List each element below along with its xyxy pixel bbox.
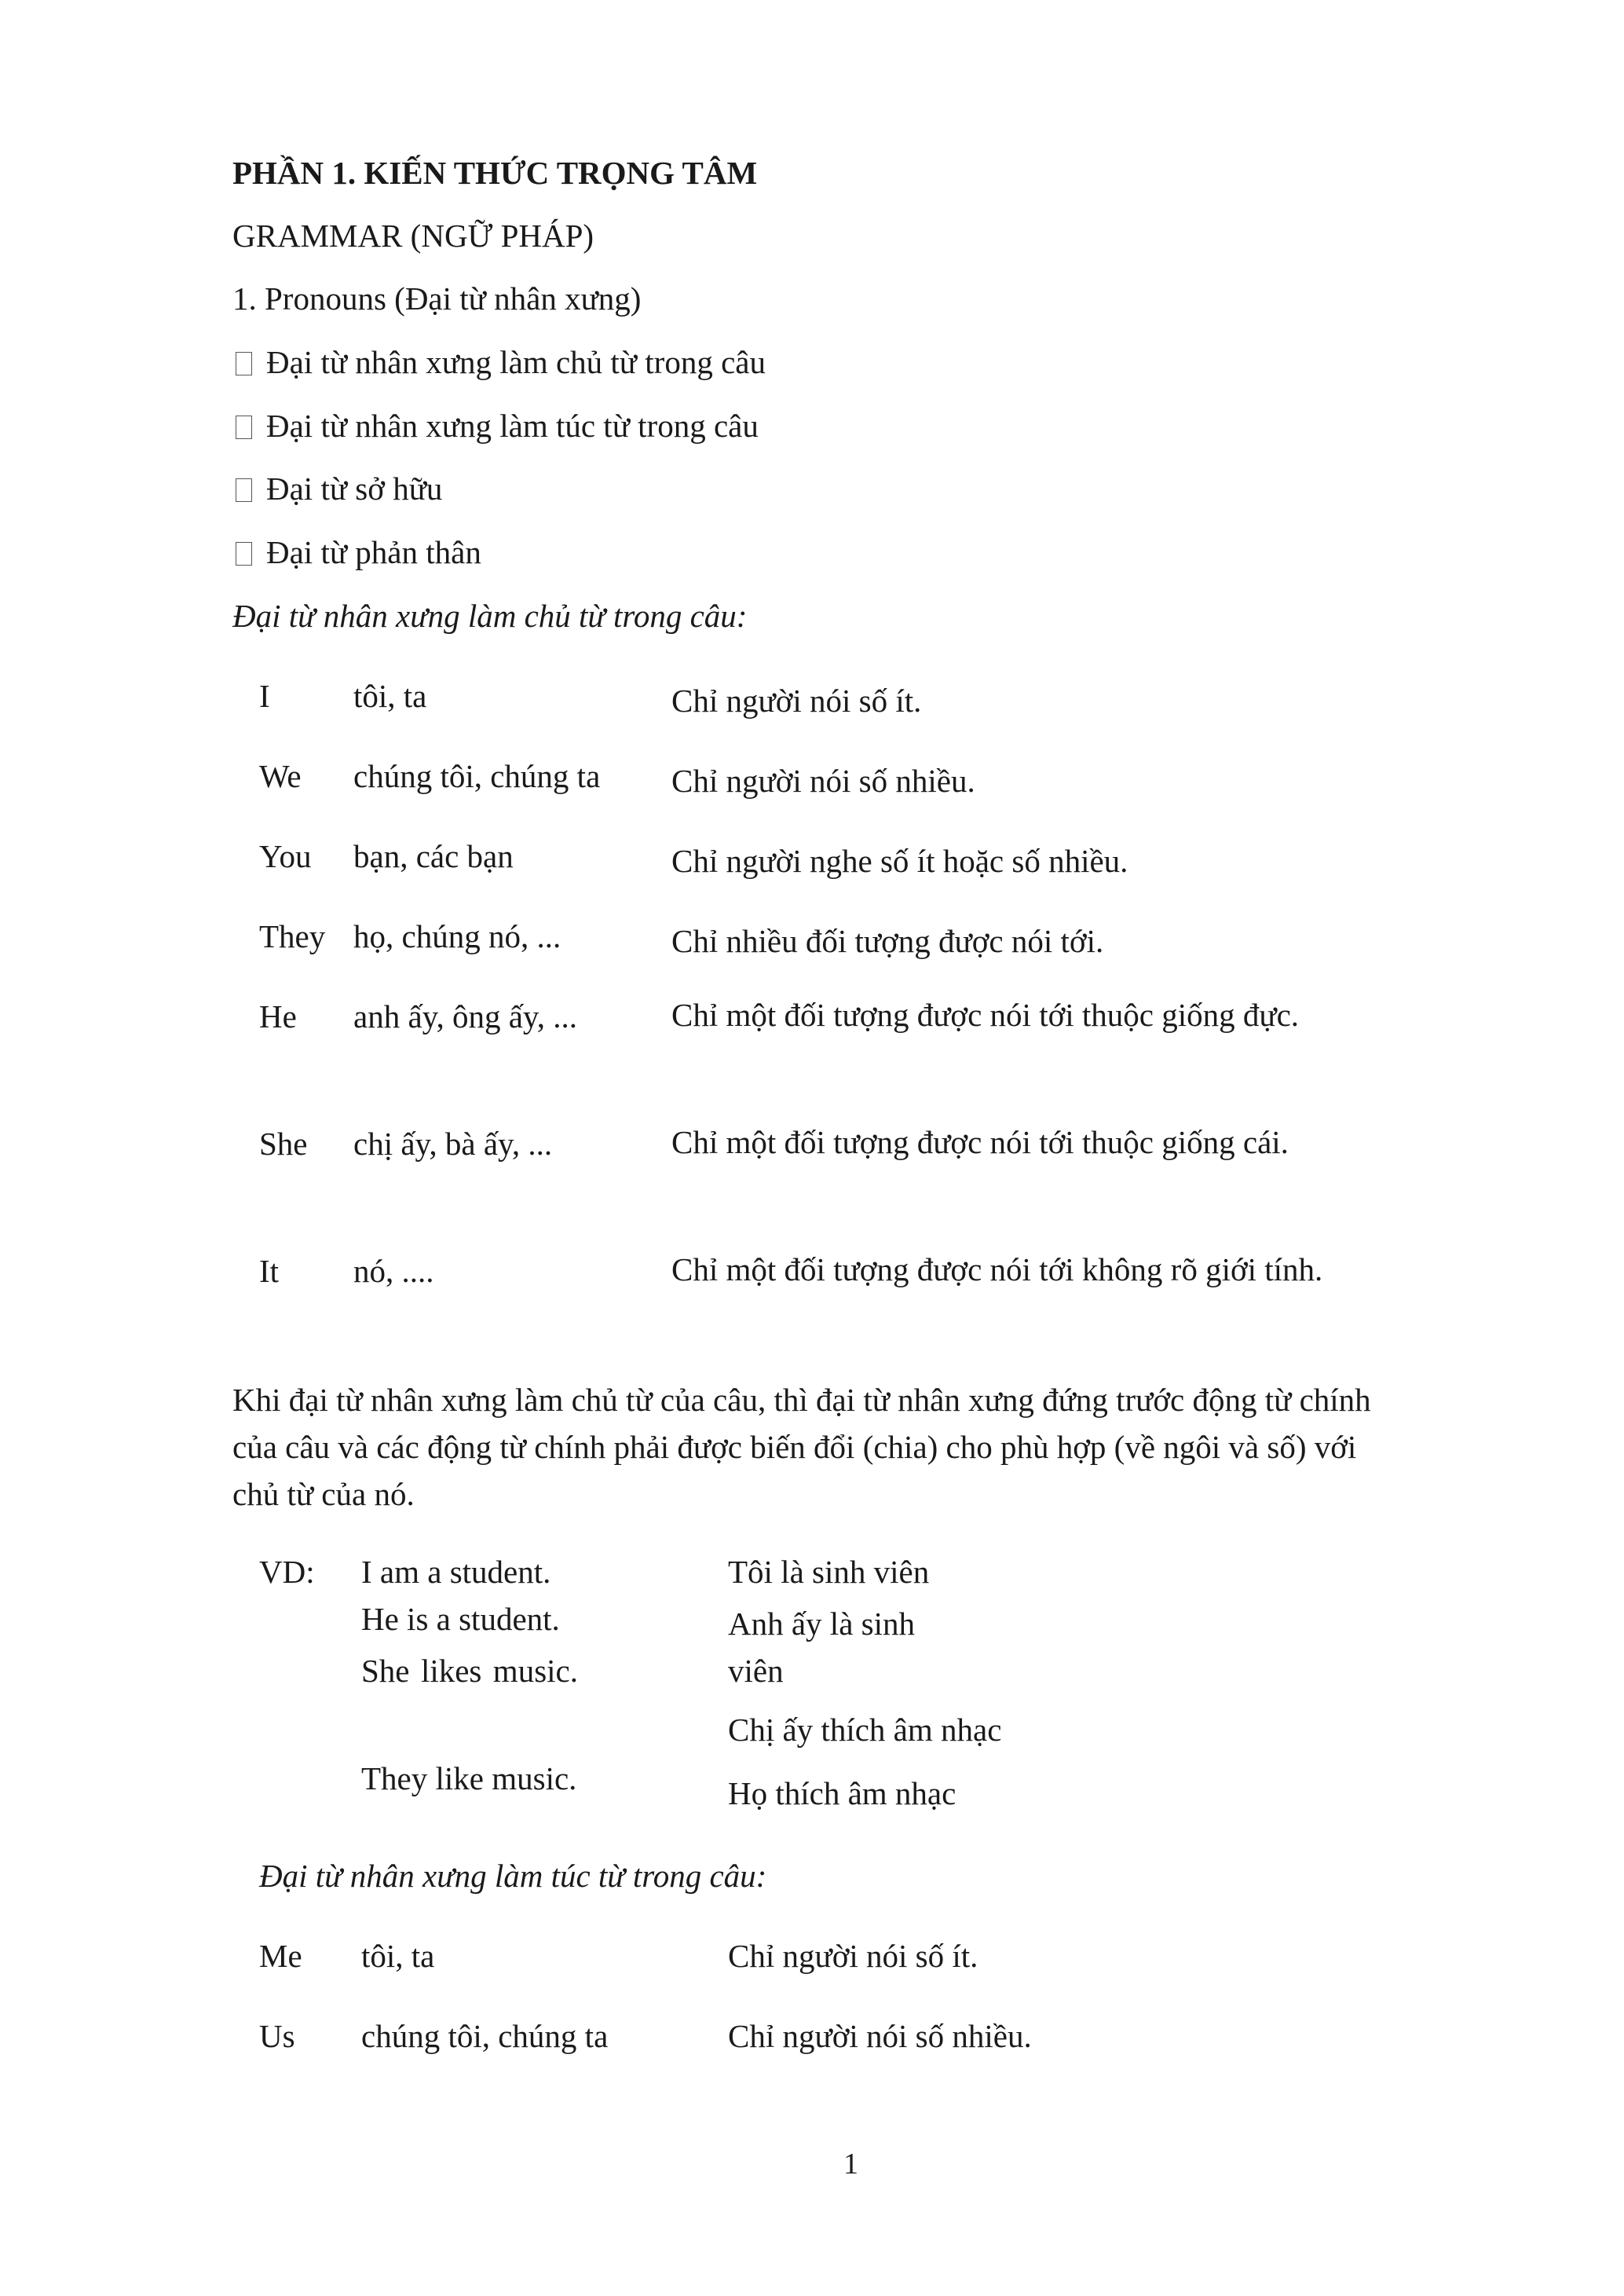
description-cell: Chỉ người nghe số ít hoặc số nhiều. [671, 843, 1128, 879]
pronoun-cell: Us [259, 2018, 295, 2054]
grammar-title: GRAMMAR (NGỮ PHÁP) [232, 218, 594, 254]
description-cell: Chỉ người nói số nhiều. [728, 2018, 1032, 2054]
bullet-item [236, 343, 766, 382]
example-en: He is a student. [361, 1601, 560, 1637]
meaning-cell: bạn, các bạn [353, 838, 514, 874]
meaning-cell: chúng tôi, chúng ta [361, 2018, 609, 2054]
example-vi: Chị ấy thích âm nhạc [728, 1712, 1002, 1748]
description-cell: Chỉ một đối tượng được nói tới thuộc giống cái. [671, 1124, 1289, 1160]
bullet-item [236, 533, 481, 572]
bullet-text: Đại từ sở hữu [266, 471, 443, 507]
meaning-cell: anh ấy, ông ấy, ... [353, 998, 578, 1034]
pronoun-cell: She [259, 1126, 308, 1162]
description-cell: Chỉ người nói số nhiều. [671, 763, 975, 799]
example-vi: Anh ấy là sinh viên [728, 1606, 915, 1689]
description-cell: Chỉ người nói số ít. [728, 1938, 978, 1974]
bullet-text: Đại từ phản thân [266, 534, 481, 570]
pronoun-cell: You [259, 838, 312, 874]
example-vi: Tôi là sinh viên [728, 1554, 930, 1590]
pronoun-cell: We [259, 758, 302, 794]
bullet-item [236, 470, 442, 508]
section1-title: 1. Pronouns (Đại từ nhân xưng) [232, 280, 642, 317]
explanation-paragraph: Khi đại từ nhân xưng làm chủ từ của câu, thì đại từ nhân xưng đứng trước động từ chính của câu và các động từ chính phải được biến đổi (chia) cho phù hợp (về ngôi và số) với chủ từ của nó. [232, 1382, 1371, 1512]
checkbox-bullet-icon [236, 416, 252, 439]
example-en: They like music. [361, 1760, 577, 1796]
checkbox-bullet-icon [236, 542, 252, 566]
description-cell: Chỉ nhiều đối tượng được nói tới. [671, 923, 1104, 959]
description-cell: Chỉ một đối tượng được nói tới không rõ giới tính. [671, 1251, 1323, 1287]
pronoun-cell: He [259, 998, 297, 1034]
pronoun-cell: I [259, 678, 270, 714]
meaning-cell: chị ấy, bà ấy, ... [353, 1126, 553, 1162]
example-en [361, 1647, 578, 1694]
pronoun-cell: They [259, 918, 326, 954]
pronoun-cell: It [259, 1253, 280, 1289]
example-label: VD: [259, 1554, 315, 1590]
bullet-text: Đại từ nhân xưng làm túc từ trong câu [266, 408, 759, 444]
meaning-cell: tôi, ta [361, 1938, 435, 1974]
checkbox-bullet-icon [236, 352, 252, 375]
pronoun-cell: Me [259, 1938, 302, 1974]
meaning-cell: chúng tôi, chúng ta [353, 758, 601, 794]
meaning-cell: tôi, ta [353, 678, 427, 714]
bullet-text: Đại từ nhân xưng làm chủ từ trong câu [266, 344, 766, 380]
page-number: 1 [843, 2148, 858, 2181]
meaning-cell: họ, chúng nó, ... [353, 918, 561, 954]
example-vi: Họ thích âm nhạc [728, 1775, 956, 1811]
subject-pronouns-heading: Đại từ nhân xưng làm chủ từ trong câu: [232, 598, 748, 634]
description-cell: Chỉ một đối tượng được nói tới thuộc giống đực. [671, 997, 1300, 1033]
bullet-item [236, 407, 759, 445]
example-en-text: She likes music. [361, 1653, 578, 1689]
checkbox-bullet-icon [236, 478, 252, 502]
description-cell: Chỉ người nói số ít. [671, 683, 922, 719]
meaning-cell: nó, .... [353, 1253, 434, 1289]
example-en: I am a student. [361, 1554, 551, 1590]
object-pronouns-heading: Đại từ nhân xưng làm túc từ trong câu: [259, 1858, 767, 1894]
section-heading: PHẦN 1. KIẾN THỨC TRỌNG TÂM [232, 155, 758, 191]
